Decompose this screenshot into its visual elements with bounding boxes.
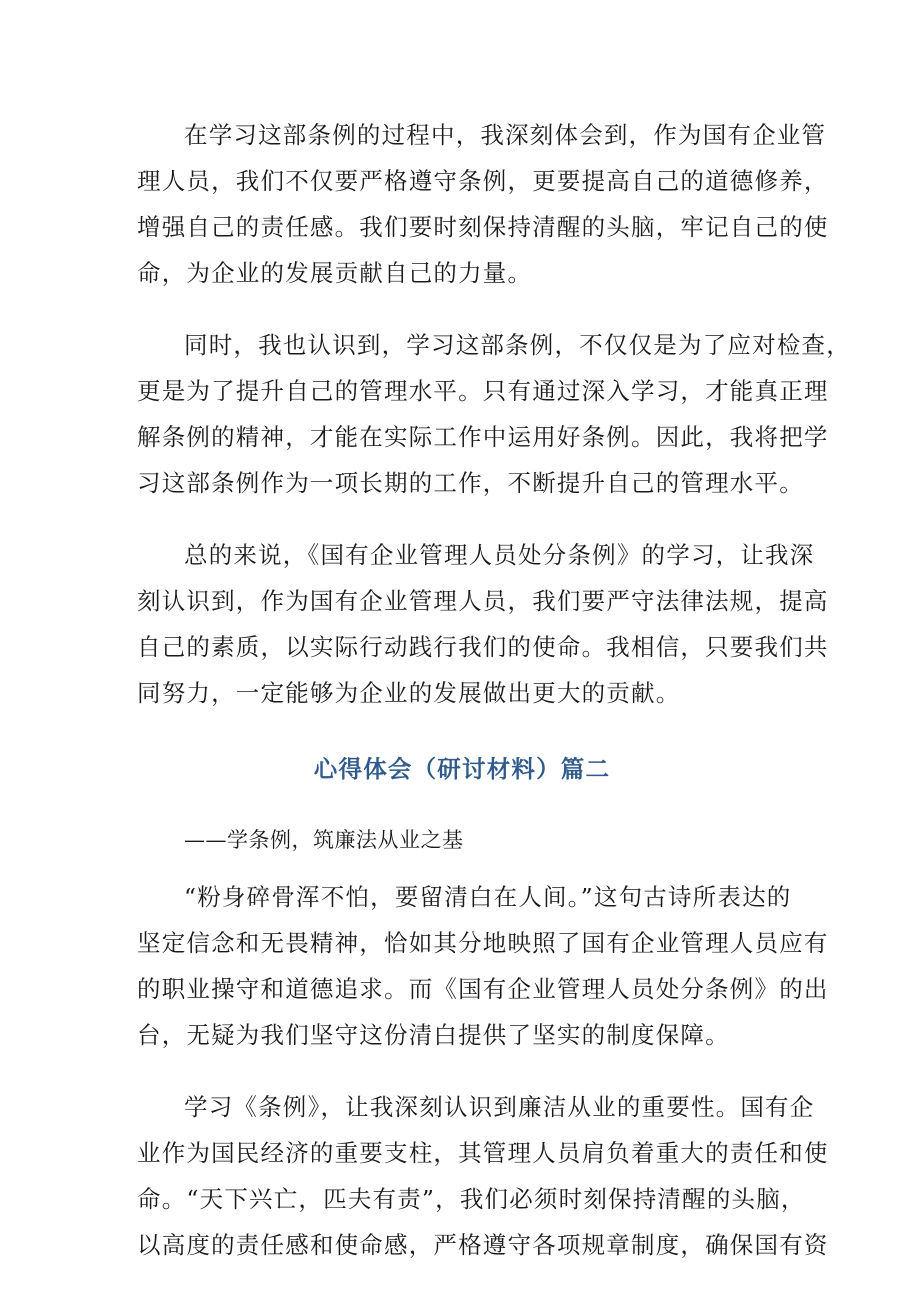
paragraph-3 <box>137 532 829 716</box>
paragraph-line: 总的来说，《国有企业管理人员处分条例》的学习，让我深 <box>184 541 815 569</box>
paragraph-line: 的职业操守和道德追求。而《国有企业管理人员处分条例》的出 <box>137 975 829 1003</box>
paragraph-line: 坚定信念和无畏精神，恰如其分地映照了国有企业管理人员应有 <box>137 929 829 957</box>
section-heading: 心得体会（研讨材料）篇二 <box>313 755 611 783</box>
paragraph-line: 以高度的责任感和使命感，严格遵守各项规章制度，确保国有资 <box>137 1231 829 1259</box>
paragraph-line: 习这部条例作为一项长期的工作，不断提升自己的管理水平。 <box>137 469 804 497</box>
paragraph-line: 学习《条例》，让我深刻认识到廉洁从业的重要性。国有企 <box>184 1093 815 1121</box>
paragraph-2 <box>137 322 851 506</box>
paragraph-line: 增强自己的责任感。我们要时刻保持清醒的头脑，牢记自己的使 <box>137 213 829 241</box>
document-body <box>137 112 851 1268</box>
paragraph-5 <box>137 1084 829 1268</box>
paragraph-line: 解条例的精神，才能在实际工作中运用好条例。因此，我将把学 <box>137 423 829 451</box>
paragraph-line: 同努力，一定能够为企业的发展做出更大的贡献。 <box>137 679 681 707</box>
paragraph-line: 自己的素质，以实际行动践行我们的使命。我相信，只要我们共 <box>137 633 829 661</box>
paragraph-line: 命，为企业的发展贡献自己的力量。 <box>137 259 533 287</box>
paragraph-line: 更是为了提升自己的管理水平。只有通过深入学习，才能真正理 <box>137 377 829 405</box>
paragraph-4 <box>137 874 829 1058</box>
paragraph-line: 在学习这部条例的过程中，我深刻体会到，作为国有企业管 <box>184 121 827 149</box>
paragraph-line: 刻认识到，作为国有企业管理人员，我们要严守法律法规，提高 <box>137 587 829 615</box>
paragraph-1 <box>137 112 829 296</box>
paragraph-line: 同时，我也认识到，学习这部条例，不仅仅是为了应对检查， <box>184 331 851 359</box>
paragraph-line: 理人员，我们不仅要严格遵守条例，更要提高自己的道德修养， <box>137 167 829 195</box>
paragraph-line: 业作为国民经济的重要支柱，其管理人员肩负着重大的责任和使 <box>137 1139 829 1167</box>
paragraph-line: 台，无疑为我们坚守这份清白提供了坚实的制度保障。 <box>137 1021 730 1049</box>
paragraph-line: 命。“天下兴亡，匹夫有责”，我们必须时刻保持清醒的头脑， <box>137 1185 806 1213</box>
paragraph-line: “粉身碎骨浑不怕，要留清白在人间。”这句古诗所表达的 <box>184 883 792 911</box>
section-subtitle: ——学条例，筑廉法从业之基 <box>184 828 464 852</box>
